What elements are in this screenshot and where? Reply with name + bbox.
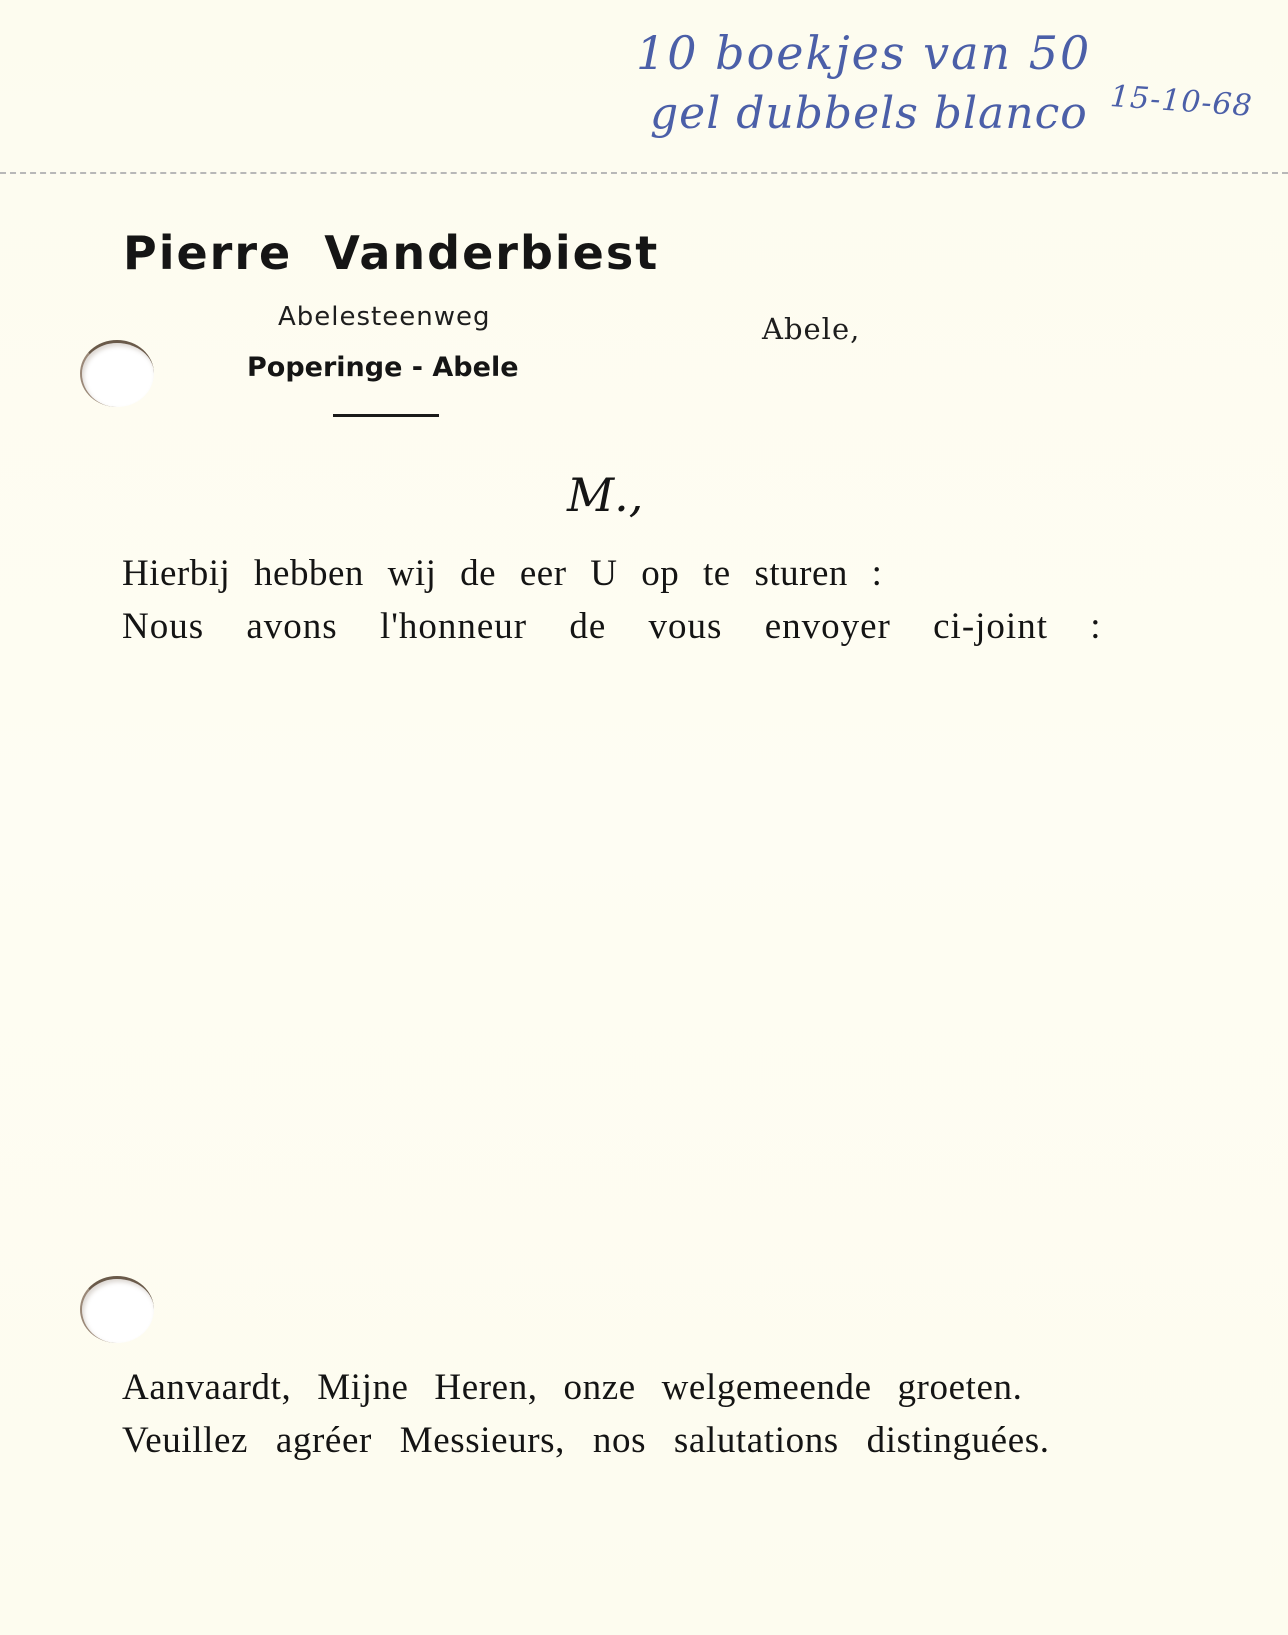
salutation: M.,: [567, 468, 644, 522]
punch-hole-top: [80, 340, 154, 407]
handwritten-note-line1: 10 boekjes van 50: [636, 26, 1092, 80]
handwritten-note-line2: gel dubbels blanco: [650, 88, 1088, 139]
intro-dutch: Hierbij hebben wij de eer U op te sturen :: [122, 553, 883, 594]
street-address: Abelesteenweg: [278, 302, 491, 332]
letterhead-divider: [333, 414, 439, 417]
punch-hole-bottom: [80, 1276, 154, 1343]
company-name: Pierre Vanderbiest: [123, 226, 660, 280]
intro-french: Nous avons l'honneur de vous envoyer ci-joint :: [122, 606, 1102, 647]
closing-french: Veuillez agréer Messieurs, nos salutations distinguées.: [122, 1420, 1050, 1461]
perforation-line: [0, 172, 1288, 174]
city-address: Poperinge - Abele: [247, 352, 519, 383]
place-date-field: Abele,: [762, 312, 861, 346]
handwritten-date: 15-10-68: [1108, 79, 1254, 124]
closing-dutch: Aanvaardt, Mijne Heren, onze welgemeende groeten.: [122, 1367, 1023, 1408]
